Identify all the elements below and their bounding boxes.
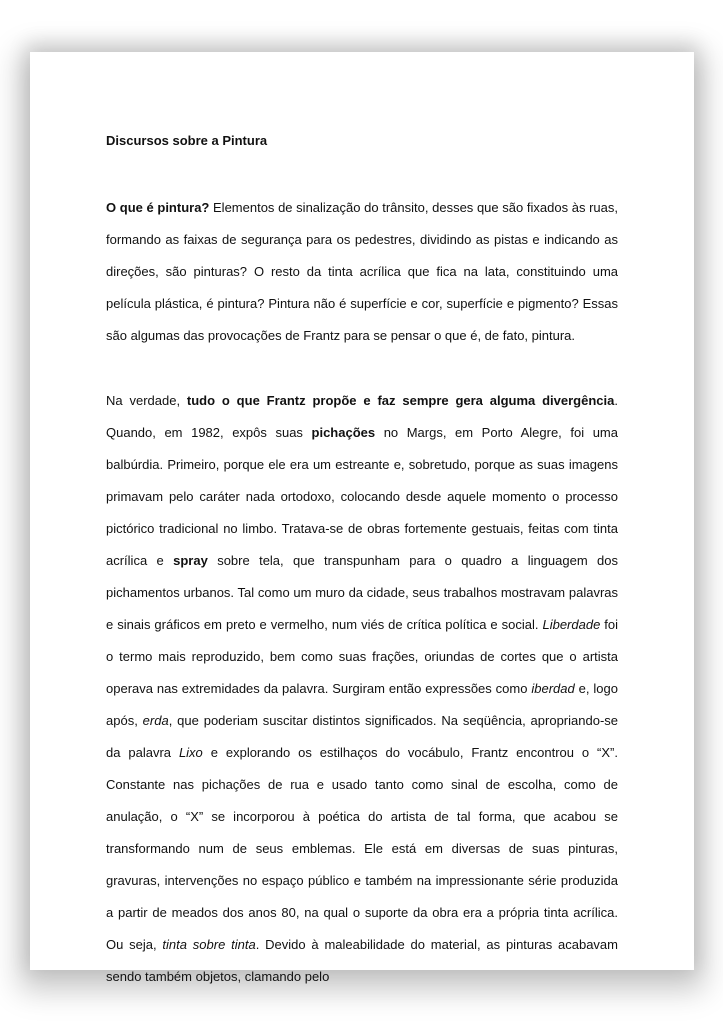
text-run: foi o termo mais reproduzido, bem como suas frações, oriundas de cortes que o artista operava nas extremidades da palavra. Surgiram então expressões como (106, 617, 619, 696)
text-run: no Margs, em Porto Alegre, foi uma balbúrdia. Primeiro, porque ele era um estreante e, sobretudo, porque as suas imagens primavam pelo caráter nada ortodoxo, colocando desde aquele momento o processo pictórico tradicional no limbo. Tratava-se de obras fortemente gestuais, feitas com tinta acrílica e (106, 425, 618, 568)
text-run: Liberdade (542, 617, 601, 632)
document-page (30, 52, 694, 984)
text-run: . Quando, em 1982, expôs suas (106, 393, 618, 440)
text-run: iberdad (531, 681, 575, 696)
text-run: Elementos de sinalização do trânsito, desses que são fixados às ruas, formando as faixas de segurança para os pedestres, dividindo as pistas e indicando as direções, são pinturas? O resto da tinta acrílica que fica na lata, constituindo uma película plástica, é pintura? Pintura não é superfície e cor, superfície e pigmento? Essas são algumas das provocações de Frantz para se pensar o que é, de fato, pintura. (106, 200, 618, 343)
document-title: Discursos sobre a Pintura (106, 133, 268, 148)
text-run: e explorando os estilhaços do vocábulo, Frantz encontrou o “X”. Constante nas pichações de rua e usado tanto como sinal de escolha, como de anulação, o “X” se incorporou à poética do artista de tal forma, que acabou se transformando num de seus emblemas. Ele está em diversas de suas pinturas, gravuras, intervenções no espaço público e também na impressionante série produzida a partir de meados dos anos 80, na qual o suporte da obra era a própria tinta acrílica. Ou seja, (106, 745, 618, 952)
text-run: spray (173, 553, 208, 568)
text-run: . Devido à maleabilidade do material, as pinturas acabavam sendo também objetos, clamando pelo (106, 937, 618, 984)
text-run: sobre tela, que transpunham para o quadro a linguagem dos pichamentos urbanos. Tal como um muro da cidade, seus trabalhos mostravam palavras e sinais gráficos em preto e vermelho, num viés de crítica política e social. (106, 553, 618, 632)
text-run: O que é pintura? (106, 200, 210, 215)
text-run: erda (142, 713, 169, 728)
text-run: e, logo após, (106, 681, 618, 728)
text-run: tudo o que Frantz propõe e faz sempre gera alguma divergência (186, 393, 615, 408)
paragraph-2 (106, 385, 618, 993)
text-run: tinta sobre tinta (162, 937, 256, 952)
text-run: pichações (311, 425, 376, 440)
text-run: Na verdade, (106, 393, 187, 408)
paragraph-1 (106, 192, 618, 352)
text-run: Lixo (178, 745, 203, 760)
text-run: , que poderiam suscitar distintos significados. Na seqüência, apropriando-se da palavra (106, 713, 619, 760)
